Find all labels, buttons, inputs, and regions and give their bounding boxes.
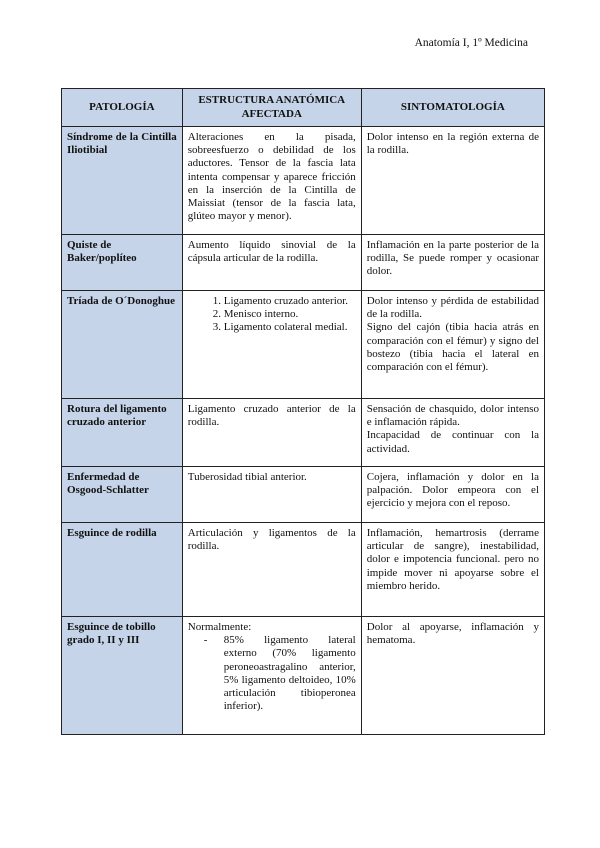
header-patologia: PATOLOGÍA: [62, 89, 183, 127]
header-sintomatologia: SINTOMATOLOGÍA: [361, 89, 544, 127]
patologia-cell: Síndrome de la Cintilla Iliotibial: [62, 127, 183, 235]
estructura-cell: Alteraciones en la pisada, sobreesfuerzo o debilidad de los aductores. Tensor de la fascia lata intenta compensar y aparece fricción en la inserción de la Cintilla de Maissiat (tensor de la fascia lata, glúteo mayor y menor).: [182, 127, 361, 235]
estructura-cell: Tuberosidad tibial anterior.: [182, 467, 361, 523]
list-item: 3. Ligamento colateral medial.: [224, 321, 356, 334]
estructura-cell: [182, 291, 361, 399]
sintomatologia-cell: [361, 291, 544, 399]
estructura-cell: Articulación y ligamentos de la rodilla.: [182, 523, 361, 617]
sintomatologia-cell: Dolor al apoyarse, inflamación y hematoma.: [361, 617, 544, 735]
symptom-line: Incapacidad de continuar con la actividad.: [366, 429, 539, 455]
patologia-cell: Tríada de O´Donoghue: [62, 291, 183, 399]
symptom-line: Dolor intenso y pérdida de estabilidad de la rodilla.: [366, 295, 539, 321]
list-item: 2. Menisco interno.: [224, 308, 356, 321]
sintomatologia-cell: Inflamación en la parte posterior de la rodilla, Se puede romper y ocasionar dolor.: [361, 235, 544, 291]
estructura-cell: [182, 617, 361, 735]
estructura-cell: Aumento líquido sinovial de la cápsula articular de la rodilla.: [182, 235, 361, 291]
sintomatologia-cell: Cojera, inflamación y dolor en la palpación. Dolor empeora con el ejercicio y mejora con el reposo.: [361, 467, 544, 523]
list-item: 1. Ligamento cruzado anterior.: [224, 295, 356, 308]
table-row: [62, 235, 545, 291]
ankle-ligament-list: [188, 634, 356, 713]
table-row: [62, 523, 545, 617]
patologia-cell: Quiste de Baker/poplíteo: [62, 235, 183, 291]
sintomatologia-cell: [361, 399, 544, 467]
course-header: Anatomía I, 1º Medicina: [414, 37, 528, 49]
patologia-cell: Esguince de tobillo grado I, II y III: [62, 617, 183, 735]
table-row: [62, 399, 545, 467]
ligament-list: [188, 295, 356, 335]
table-row: [62, 617, 545, 735]
symptom-line: Signo del cajón (tibia hacia atrás en comparación con el fémur) y signo del bostezo (tibia hacia el lateral en comparación con el fémur).: [366, 321, 539, 374]
patologia-cell: Enfermedad de Osgood-Schlatter: [62, 467, 183, 523]
patologia-cell: Rotura del ligamento cruzado anterior: [62, 399, 183, 467]
sintomatologia-cell: Dolor intenso en la región externa de la rodilla.: [361, 127, 544, 235]
intro-text: Normalmente:: [187, 621, 252, 633]
pathology-table: [61, 88, 545, 735]
list-item: - 85% ligamento lateral externo (70% ligamento peroneoastragalino anterior, 5% ligamento deltoideo, 10% articulación tibioperonea inferior).: [204, 634, 356, 713]
patologia-cell: Esguince de rodilla: [62, 523, 183, 617]
table-row: [62, 127, 545, 235]
header-estructura: ESTRUCTURA ANATÓMICA AFECTADA: [182, 89, 361, 127]
table-row: [62, 291, 545, 399]
table-header-row: [62, 89, 545, 127]
table-row: [62, 467, 545, 523]
estructura-cell: Ligamento cruzado anterior de la rodilla.: [182, 399, 361, 467]
symptom-line: Sensación de chasquido, dolor intenso e inflamación rápida.: [366, 403, 539, 429]
sintomatologia-cell: Inflamación, hemartrosis (derrame articular de sangre), inestabilidad, dolor e impotencia funcional. pero no impide mover ni apoyarse sobre el miembro herido.: [361, 523, 544, 617]
